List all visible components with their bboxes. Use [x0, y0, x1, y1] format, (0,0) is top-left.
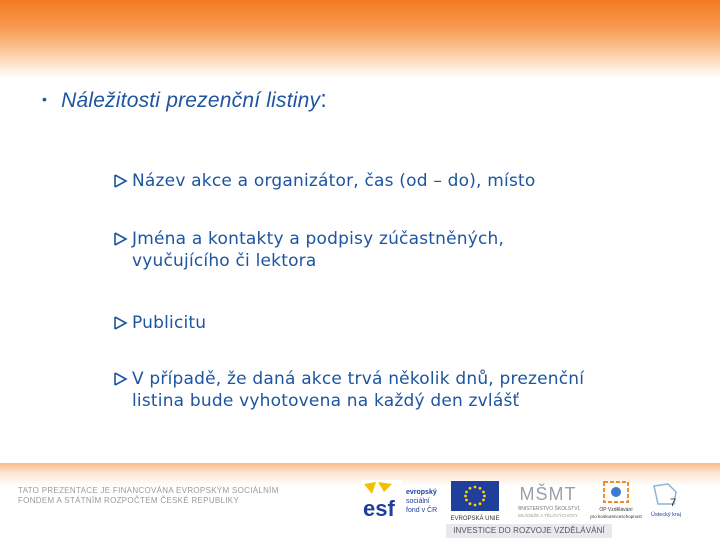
header-gradient-band: [0, 0, 720, 78]
eu-logo-caption: EVROPSKÁ UNIE: [450, 516, 500, 522]
list-item: [113, 368, 693, 412]
funding-note-line: TATO PREZENTACE JE FINANCOVÁNA EVROPSKÝM SOCIÁLNÍM: [18, 486, 279, 495]
arrow-bullet-icon: [113, 312, 129, 334]
kraj-logo-caption: Ústecký kraj: [651, 512, 681, 518]
msmt-logo-caption: MINISTERSTVO ŠKOLSTVÍ,: [518, 506, 581, 512]
arrow-bullet-icon: [113, 170, 129, 192]
arrow-bullet-icon: [113, 228, 129, 250]
msmt-logo-graphic: [518, 478, 592, 524]
heading-text: Náležitosti prezenční listiny: [61, 89, 321, 112]
page-number: 7: [669, 497, 677, 509]
heading-bullet: •: [42, 91, 48, 107]
arrow-bullet-icon: [113, 368, 129, 390]
esf-logo-caption: fond v ČR: [406, 507, 438, 514]
list-item: [113, 170, 693, 192]
list-item-line: V případě, že daná akce trvá několik dnů, prezenční: [132, 369, 585, 389]
esf-logo-graphic: [362, 480, 446, 522]
funding-note-line: FONDEM A STÁTNÍM ROZPOČTEM ČESKÉ REPUBLIKY: [18, 496, 240, 505]
esf-logo: [362, 480, 446, 522]
op-logo-graphic: [588, 478, 644, 524]
list-item: [113, 312, 693, 334]
list-item-line: Název akce a organizátor, čas (od – do), místo: [132, 171, 536, 191]
msmt-logo: [518, 478, 592, 524]
eu-flag-graphic: [450, 480, 500, 522]
esf-logo-caption: evropský: [406, 489, 437, 496]
heading-colon: :: [320, 86, 328, 113]
funding-note: [18, 486, 318, 506]
msmt-logo-caption: MLÁDEŽE A TĚLOVÝCHOVY: [518, 513, 578, 518]
msmt-logo-wordmark: MŠMT: [519, 484, 577, 504]
list-item-line: Publicitu: [132, 313, 207, 333]
esf-logo-caption: sociální: [406, 498, 430, 505]
op-logo-caption: pro konkurenceschopnost: [590, 514, 642, 519]
op-logo-caption: OP Vzdělávání: [599, 507, 633, 513]
investment-slogan: INVESTICE DO ROZVOJE VZDĚLÁVÁNÍ: [446, 524, 612, 538]
slide-heading: [42, 86, 682, 114]
op-vzdelavani-logo: [588, 478, 644, 524]
list-item-line: vyučujícího či lektora: [132, 251, 317, 271]
list-item-line: listina bude vyhotovena na každý den zvlášť: [132, 391, 520, 411]
eu-flag-logo: [450, 480, 500, 522]
list-item: [113, 228, 693, 272]
esf-logo-wordmark: esf: [363, 496, 395, 521]
list-item-line: Jména a kontakty a podpisy zúčastněných,: [132, 229, 505, 249]
